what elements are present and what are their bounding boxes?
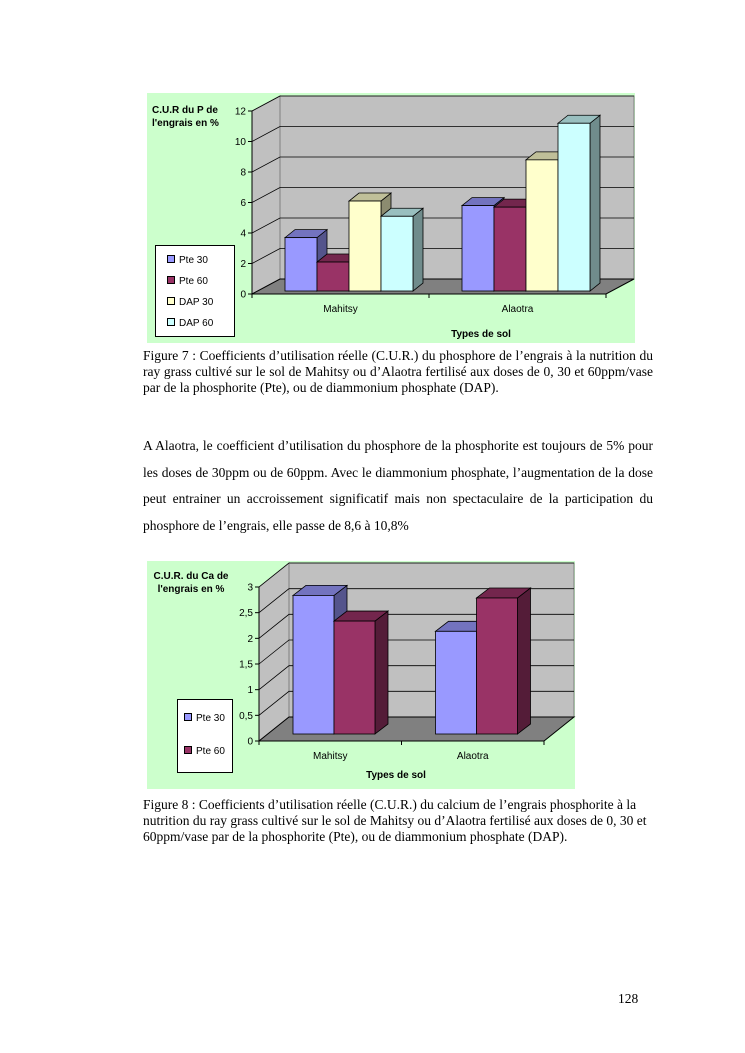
body-paragraph: A Alaotra, le coefficient d’utilisation du phosphore de la phosphorite est toujours de 5% pour les doses de 30ppm ou de 60ppm. Avec le diammonium phosphate, l’augmentation de la dose peut entrainer un accroissement significatif mais non spectaculaire de la participation du phosphore de l’engrais, elle passe de 8,6 à 10,8% <box>143 438 653 533</box>
figure-8-caption: Figure 8 : Coefficients d’utilisation réelle (C.U.R.) du calcium de l’engrais phosphorite à la nutrition du ray grass cultivé sur le sol de Mahitsy ou d’Alaotra fertilisé aux doses de 0, 30 et 60ppm/vase par de la phosphorite (Pte), ou de diammonium phosphate (DAP). <box>143 797 647 844</box>
page-number: 128 <box>618 991 639 1006</box>
bar-side <box>518 588 531 734</box>
legend-swatch <box>167 297 175 305</box>
x-tick-label: Alaotra <box>501 304 534 315</box>
y-tick-label: 1 <box>247 685 253 697</box>
chart-fig7-ylabel: C.U.R du P de l'engrais en % <box>152 105 219 129</box>
bar <box>494 207 526 291</box>
legend-swatch <box>184 713 192 721</box>
bar <box>462 206 494 291</box>
legend-swatch <box>167 255 175 263</box>
y-tick-label: 10 <box>234 137 246 148</box>
legend-item <box>167 318 213 330</box>
y-tick-label: 0 <box>247 736 253 748</box>
chart-fig7-legend <box>155 245 235 337</box>
x-axis-label: Types de sol <box>366 770 426 781</box>
legend-item <box>184 713 225 725</box>
legend-item <box>167 276 208 288</box>
bar <box>334 621 375 734</box>
legend-label: Pte 60 <box>179 276 208 287</box>
x-tick-label: Alaotra <box>456 751 489 762</box>
x-tick-label: Mahitsy <box>313 751 348 762</box>
x-axis-label: Types de sol <box>451 329 511 340</box>
legend-item <box>184 746 225 758</box>
bar <box>317 262 349 291</box>
bar <box>526 160 558 291</box>
bar <box>381 216 413 291</box>
y-tick-label: 8 <box>240 167 246 179</box>
bar <box>477 598 518 734</box>
bar-side <box>375 611 388 734</box>
bar-side <box>590 115 600 291</box>
y-tick-label: 4 <box>240 228 246 240</box>
y-tick-label: 6 <box>240 198 246 209</box>
y-tick-label: 0,5 <box>239 710 253 722</box>
chart-fig8 <box>147 561 575 789</box>
y-tick-label: 3 <box>247 582 253 594</box>
legend-item <box>167 255 208 267</box>
figure-7-caption: Figure 7 : Coefficients d’utilisation réelle (C.U.R.) du phosphore de l’engrais à la nutrition du ray grass cultivé sur le sol de Mahitsy ou d’Alaotra fertilisé aux doses de 0, 30 et 60ppm/vase par de la phosphorite (Pte), ou de diammonium phosphate (DAP). <box>143 348 653 395</box>
legend-item <box>167 297 213 309</box>
y-tick-label: 0 <box>240 289 246 301</box>
bar <box>558 123 590 291</box>
bar <box>436 631 477 734</box>
bar-side <box>413 208 423 291</box>
legend-label: Pte 30 <box>196 713 225 724</box>
legend-swatch <box>184 746 192 754</box>
chart-fig7 <box>147 93 635 343</box>
legend-label: DAP 30 <box>179 297 214 308</box>
y-tick-label: 2,5 <box>239 608 253 620</box>
y-tick-label: 1,5 <box>239 659 253 671</box>
legend-label: Pte 60 <box>196 746 225 757</box>
legend-swatch <box>167 276 175 284</box>
legend-label: Pte 30 <box>179 255 208 266</box>
y-tick-label: 12 <box>234 106 246 118</box>
y-tick-label: 2 <box>247 633 253 645</box>
chart-fig8-legend <box>177 699 233 773</box>
legend-label: DAP 60 <box>179 318 214 329</box>
legend-swatch <box>167 318 175 326</box>
y-tick-label: 2 <box>240 259 246 270</box>
chart-fig8-ylabel: C.U.R. du Ca de l'engrais en % <box>153 571 229 595</box>
bar <box>349 201 381 291</box>
bar <box>285 238 317 291</box>
bar <box>293 595 334 734</box>
x-tick-label: Mahitsy <box>323 304 358 315</box>
